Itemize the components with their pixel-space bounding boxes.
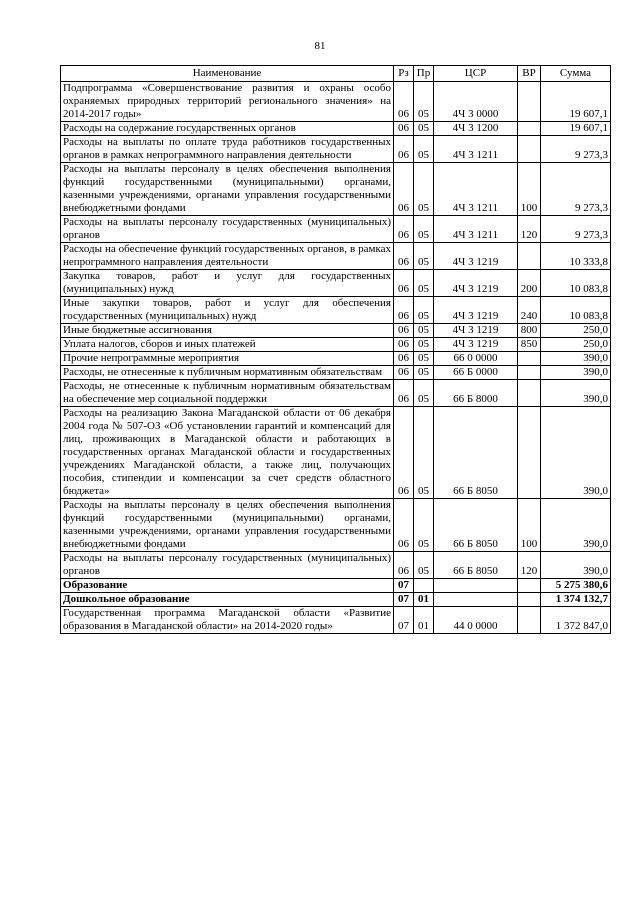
row-name: Иные бюджетные ассигнования [61,324,394,338]
table-row [61,380,611,407]
row-name: Расходы на содержание государственных органов [61,122,394,136]
table-row [61,216,611,243]
row-name: Уплата налогов, сборов и иных платежей [61,338,394,352]
header-vr: ВР [518,66,541,82]
row-rz: 07 [394,579,414,593]
row-name: Образование [61,579,394,593]
row-vr [518,579,541,593]
row-pr [414,579,434,593]
table-row [61,338,611,352]
table-row [61,579,611,593]
header-name: Наименование [61,66,394,82]
row-pr: 05 [414,270,434,297]
budget-table [60,65,611,634]
row-sum: 390,0 [541,352,611,366]
row-csr: 66 0 0000 [434,352,518,366]
row-sum: 9 273,3 [541,216,611,243]
row-sum: 19 607,1 [541,82,611,122]
row-pr: 05 [414,122,434,136]
table-row [61,163,611,216]
row-sum: 10 083,8 [541,270,611,297]
row-csr [434,579,518,593]
row-vr [518,607,541,634]
row-rz: 07 [394,593,414,607]
row-sum: 19 607,1 [541,122,611,136]
row-pr: 05 [414,297,434,324]
row-sum: 10 333,8 [541,243,611,270]
row-vr: 100 [518,499,541,552]
row-sum: 10 083,8 [541,297,611,324]
row-sum: 9 273,3 [541,136,611,163]
table-header-row [61,66,611,82]
row-name: Прочие непрограммные мероприятия [61,352,394,366]
header-pr: Пр [414,66,434,82]
row-csr: 66 Б 8050 [434,499,518,552]
header-sum: Сумма [541,66,611,82]
row-name: Расходы на выплаты персоналу в целях обеспечения выполнения функций государственными (муниципальными) органами, казенными учреждениями, органами управления государственными внебюджетными фондами [61,163,394,216]
table-row [61,593,611,607]
row-sum: 390,0 [541,552,611,579]
row-sum: 1 374 132,7 [541,593,611,607]
table-row [61,552,611,579]
row-rz: 06 [394,338,414,352]
row-pr: 01 [414,593,434,607]
row-csr: 4Ч 3 1219 [434,270,518,297]
row-rz: 07 [394,607,414,634]
row-rz: 06 [394,82,414,122]
row-csr: 4Ч 3 1219 [434,338,518,352]
table-row [61,136,611,163]
row-pr: 05 [414,243,434,270]
row-csr: 4Ч 3 1219 [434,243,518,270]
table-row [61,366,611,380]
row-pr: 05 [414,163,434,216]
row-pr: 05 [414,338,434,352]
row-vr [518,136,541,163]
row-csr: 4Ч 3 1219 [434,297,518,324]
row-sum: 250,0 [541,338,611,352]
table-row [61,324,611,338]
row-rz: 06 [394,499,414,552]
table-row [61,297,611,324]
row-rz: 06 [394,297,414,324]
row-rz: 06 [394,243,414,270]
row-vr [518,82,541,122]
row-pr: 05 [414,82,434,122]
row-pr: 05 [414,136,434,163]
row-rz: 06 [394,163,414,216]
row-pr: 05 [414,352,434,366]
row-vr [518,352,541,366]
row-vr [518,407,541,499]
row-pr: 05 [414,552,434,579]
row-vr: 800 [518,324,541,338]
row-name: Расходы, не отнесенные к публичным нормативным обязательствам на обеспечение мер социальной поддержки [61,380,394,407]
table-row [61,270,611,297]
row-rz: 06 [394,136,414,163]
row-rz: 06 [394,366,414,380]
row-name: Иные закупки товаров, работ и услуг для обеспечения государственных (муниципальных) нужд [61,297,394,324]
row-name: Расходы на реализацию Закона Магаданской области от 06 декабря 2004 года № 507-ОЗ «Об установлении гарантий и компенсаций для лиц, проживающих в Магаданской области и работающих в государственных органах Магаданской области и государственных учреждениях Магаданской области, а также лиц, получающих пособия, стипендии и компенсации за счет средств областного бюджета» [61,407,394,499]
row-pr: 05 [414,499,434,552]
row-name: Дошкольное образование [61,593,394,607]
row-pr: 01 [414,607,434,634]
table-row [61,607,611,634]
row-pr: 05 [414,324,434,338]
row-vr [518,243,541,270]
table-row [61,407,611,499]
row-csr: 4Ч 3 1211 [434,136,518,163]
row-sum: 1 372 847,0 [541,607,611,634]
row-rz: 06 [394,324,414,338]
row-vr: 120 [518,552,541,579]
row-rz: 06 [394,407,414,499]
row-name: Государственная программа Магаданской области «Развитие образования в Магаданской области» на 2014-2020 годы» [61,607,394,634]
row-rz: 06 [394,380,414,407]
row-name: Расходы, не отнесенные к публичным нормативным обязательствам [61,366,394,380]
row-csr: 66 Б 8000 [434,380,518,407]
row-pr: 05 [414,380,434,407]
table-row [61,499,611,552]
table-row [61,243,611,270]
row-sum: 250,0 [541,324,611,338]
row-name: Расходы на обеспечение функций государственных органов, в рамках непрограммного направления деятельности [61,243,394,270]
row-sum: 390,0 [541,366,611,380]
row-name: Расходы на выплаты персоналу государственных (муниципальных) органов [61,216,394,243]
page-number: 81 [314,40,326,52]
row-rz: 06 [394,270,414,297]
header-csr: ЦСР [434,66,518,82]
row-csr: 66 Б 0000 [434,366,518,380]
table-row [61,352,611,366]
row-csr [434,593,518,607]
row-csr: 66 Б 8050 [434,407,518,499]
row-rz: 06 [394,552,414,579]
row-vr: 240 [518,297,541,324]
header-rz: Рз [394,66,414,82]
row-csr: 4Ч 3 0000 [434,82,518,122]
row-vr: 100 [518,163,541,216]
row-pr: 05 [414,407,434,499]
row-vr [518,366,541,380]
row-rz: 06 [394,352,414,366]
row-sum: 5 275 380,6 [541,579,611,593]
row-name: Закупка товаров, работ и услуг для государственных (муниципальных) нужд [61,270,394,297]
row-csr: 4Ч 3 1219 [434,324,518,338]
row-sum: 390,0 [541,407,611,499]
row-csr: 4Ч 3 1200 [434,122,518,136]
row-csr: 66 Б 8050 [434,552,518,579]
row-rz: 06 [394,122,414,136]
row-name: Расходы на выплаты по оплате труда работников государственных органов в рамках непрограммного направления деятельности [61,136,394,163]
row-name: Расходы на выплаты персоналу в целях обеспечения выполнения функций государственными (муниципальными) органами, казенными учреждениями, органами управления государственными внебюджетными фондами [61,499,394,552]
row-csr: 4Ч 3 1211 [434,216,518,243]
table-row [61,82,611,122]
row-pr: 05 [414,366,434,380]
row-vr: 120 [518,216,541,243]
row-csr: 44 0 0000 [434,607,518,634]
row-name: Подпрограмма «Совершенствование развития и охраны особо охраняемых природных территорий регионального значения» на 2014-2017 годы» [61,82,394,122]
row-sum: 390,0 [541,380,611,407]
row-vr [518,122,541,136]
table-row [61,122,611,136]
row-name: Расходы на выплаты персоналу государственных (муниципальных) органов [61,552,394,579]
row-rz: 06 [394,216,414,243]
row-sum: 390,0 [541,499,611,552]
row-vr: 850 [518,338,541,352]
row-vr [518,380,541,407]
row-pr: 05 [414,216,434,243]
row-vr [518,593,541,607]
row-vr: 200 [518,270,541,297]
row-csr: 4Ч 3 1211 [434,163,518,216]
row-sum: 9 273,3 [541,163,611,216]
